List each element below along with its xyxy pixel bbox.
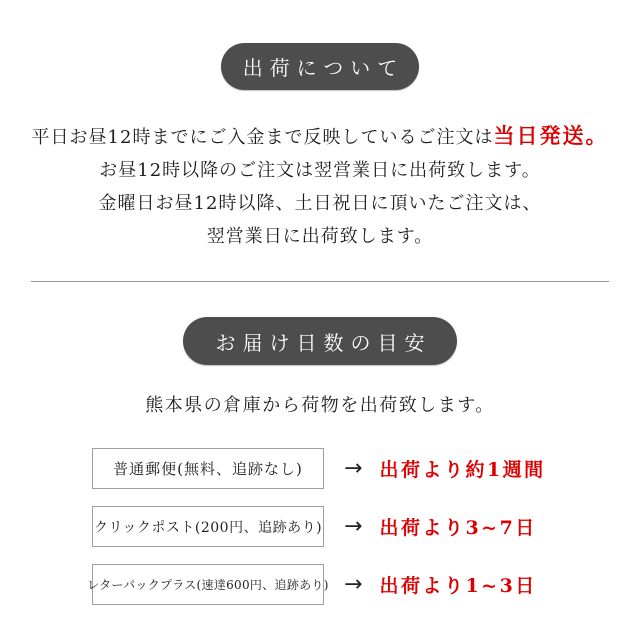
shipping-note-line3: 金曜日お昼12時以降、土日祝日に頂いたご注文は、 xyxy=(98,193,542,214)
shipping-note-line1-text: 平日お昼12時までにご入金まで反映しているご注文は xyxy=(31,127,494,148)
shipping-section-badge xyxy=(221,43,419,90)
delivery-estimate: 出荷より1~3日 xyxy=(379,575,537,597)
warehouse-intro-text: 熊本県の倉庫から荷物を出荷致します。 xyxy=(145,395,495,416)
delivery-estimate-list xyxy=(0,448,640,605)
delivery-row-standard-mail xyxy=(92,448,546,489)
delivery-row-letter-pack-plus xyxy=(87,564,537,605)
arrow-right-icon: → xyxy=(344,455,363,481)
shipping-method-label: 普通郵便(無料、追跡なし) xyxy=(113,460,303,478)
delivery-section-badge-label: お届け日数の目安 xyxy=(215,330,432,355)
same-day-shipping-highlight: 当日発送。 xyxy=(493,123,609,148)
shipping-notes xyxy=(0,119,640,253)
shipping-note-line2: お昼12時以降のご注文は翌営業日に出荷致します。 xyxy=(99,160,541,181)
delivery-section-badge xyxy=(183,317,457,365)
delivery-row-click-post xyxy=(92,506,537,547)
shipping-note-line4: 翌営業日に出荷致します。 xyxy=(206,226,434,247)
shipping-method-box xyxy=(92,506,324,547)
delivery-estimate: 出荷より3~7日 xyxy=(379,517,537,539)
arrow-right-icon: → xyxy=(344,513,363,539)
shipping-method-label: クリックポスト(200円、追跡あり) xyxy=(93,519,323,536)
shipping-method-box xyxy=(87,564,329,605)
shipping-method-label: レターパックプラス(速達600円、追跡あり) xyxy=(87,578,329,592)
delivery-estimate: 出荷より約1週間 xyxy=(379,459,546,481)
shipping-section-badge-label: 出荷について xyxy=(242,56,405,80)
section-divider xyxy=(31,281,609,282)
shipping-note-line1 xyxy=(0,119,640,154)
arrow-right-icon: → xyxy=(344,571,363,597)
shipping-method-box xyxy=(92,448,324,489)
